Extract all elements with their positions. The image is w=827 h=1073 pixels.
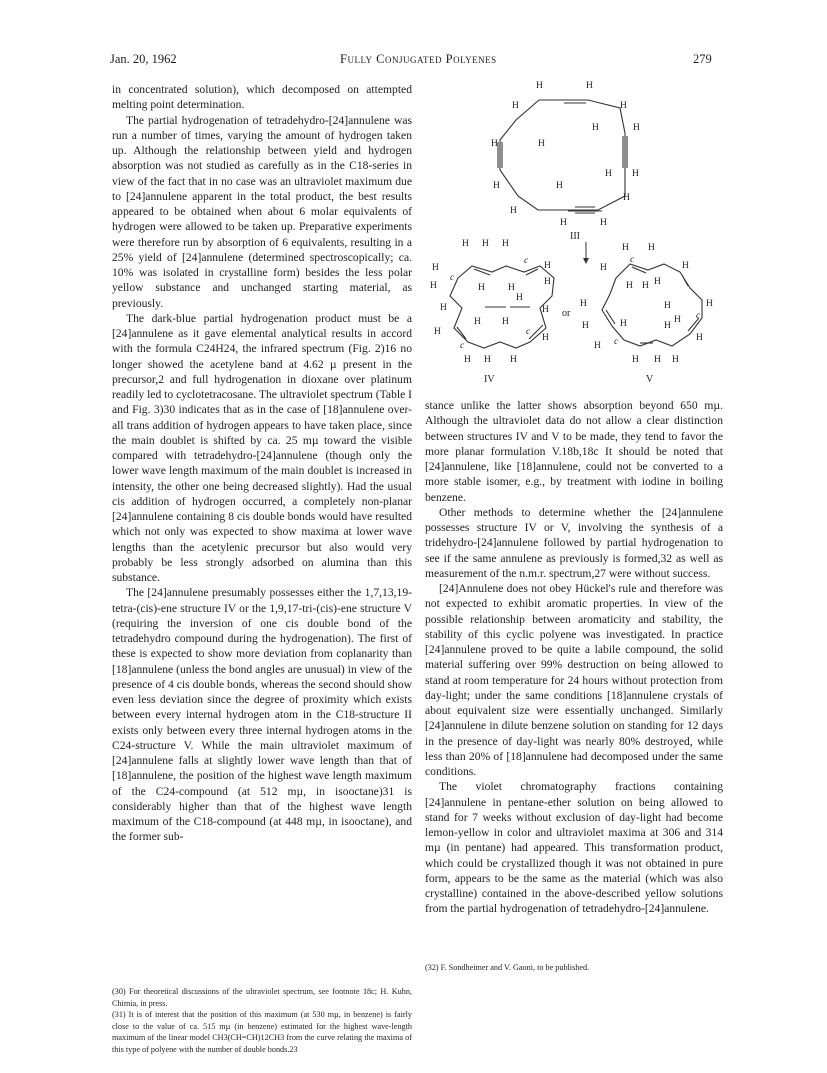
paragraph: The partial hydrogenation of tetradehydro-[24]annulene was run a number of times, varying the amount of hydrogen taken up. Although the relationship between yield and hydrogen absorption was not studied as carefully as in the C18-series in view of the fact that in no case was an ultraviolet maximum due to [24]annulene apparent in the total product, the best results appeared to be obtained when about 6 molar equivalents of hydrogen were allowed to be taken up. Preparative experiments were therefore run by absorption of 6 equivalents, resulting in a 25% yield of [24]annulene (determined spectroscopically; ca. 10% was isolated in crystalline form) besides the less polar yellow substance and unchanged starting material, as previously. [112,113,412,310]
atom-label: H [491,139,498,149]
atom-label: H [664,301,671,311]
atom-label: H [510,355,517,365]
compound-label-iv: IV [484,374,495,385]
paragraph: stance unlike the latter shows absorption beyond 650 mµ. Although the ultraviolet data do not allow a clear distinction between structures IV and V to be made, they tend to favor the more planar formulation V.18b,18c It should be noted that [24]annulene, like [18]annulene, could not be converted to a more stable isomer, e.g., by treatment with iodine in boiling benzene. [425,399,723,504]
atom-label: H [626,281,633,291]
atom-label: H [620,101,627,111]
atom-label: H [594,341,601,351]
footnote: (31) It is of interest that the position of this maximum (at 530 mµ, in benzene) is fairly close to the value of ca. 515 mµ (in benzene) estimated for the highest wave-length maximum of the linear model CH3(CH=CH)12CH3 from the curve relating the maxima of this type of polyene with the number of double bonds.23 [112,1010,412,1054]
atom-label: H [654,355,661,365]
atom-label: H [544,277,551,287]
atom-label: H [580,299,587,309]
atom-label: H [542,305,549,315]
atom-label: H [502,239,509,249]
cis-marker: c [630,255,635,265]
compound-label-iii: III [570,231,580,242]
atom-label: H [706,299,713,309]
atom-label: H [696,333,703,343]
atom-label: H [502,317,509,327]
paragraph: The violet chromatography fractions containing [24]annulene in pentane-ether solution on being allowed to stand for 7 weeks without exclusion of day-light had become lemon-yellow in color and ultraviolet maxima at 306 and 314 mµ (in pentane) had appeared. This transformation product, which could be crystallized though it was not obtained in pure form, appears to be the same as the material (which was also crystalline) contained in the above-described yellow solutions from the partial hydrogenation of tetradehydro-[24]annulene. [425,780,723,916]
atom-label: H [484,355,491,365]
atom-label: H [605,169,612,179]
atom-label: H [620,319,627,329]
cis-marker: c [460,341,465,351]
page-number: 279 [693,52,712,66]
paragraph: The [24]annulene presumably possesses either the 1,7,13,19-tetra-(cis)-ene structure IV or the 1,9,17-tri-(cis)-ene structure V (requiring the inversion of one cis double bond of the tetradehydro compound during the hydrogenation). The first of these is expected to show more deviation from coplanarity than [18]annulene (unless the bond angles are unusual) in view of the presence of 4 cis double bonds, whereas the second should show even less deviation since the degree of proximity which exists between every internal hydrogen atom in the C18-structure II exists only between every three internal hydrogen atoms in the C24-structure V. While the main ultraviolet maximum of [24]annulene falls at slightly lower wave length than that of [18]annulene, the position of the highest wave length maximum of the C24-compound (at 512 mµ, in isooctane)31 is considerably higher than that of the highest wave length maximum of the C18-compound (at 448 mµ, in isooctane), and the former sub- [112,586,412,844]
atom-label: H [632,355,639,365]
atom-label: H [440,303,447,313]
atom-label: H [648,243,655,253]
paragraph: in concentrated solution), which decomposed on attempted melting point determination. [112,83,412,112]
atom-label: H [632,169,639,179]
compound-label-v: V [646,374,654,385]
structure-figure [420,78,740,396]
atom-label: H [642,281,649,291]
atom-label: H [493,181,500,191]
left-text-column [112,82,412,845]
atom-label: H [622,243,629,253]
atom-label: H [623,193,630,203]
atom-label: H [510,206,517,216]
arrow-head [583,258,589,264]
atom-label: H [560,218,567,228]
right-footnotes [425,962,723,974]
structure-iii-ring [498,100,627,213]
footnote: (30) For theoretical discussions of the ultraviolet spectrum, see footnote 18c; H. Kuhn, Chimia, in press. [112,987,412,1008]
atom-label: H [682,261,689,271]
atom-label: H [538,139,545,149]
atom-label: H [474,317,481,327]
atom-label: H [582,321,589,331]
atom-label: H [434,327,441,337]
atom-label: H [672,355,679,365]
cis-marker: c [524,256,529,266]
paragraph: The dark-blue partial hydrogenation product must be a [24]annulene as it gave elemental analytical results in accord with the formula C24H24, the infrared spectrum (Fig. 2)16 no longer showed the acetylene band at 4.62 µ present in the precursor,2 and full hydrogenation in dioxane over platinum readily led to cyclotetracosane. The ultraviolet spectrum (Table I and Fig. 3)30 indicates that as in the case of [18]annulene over-all trans addition of hydrogen appears to have taken place, since the main doublet is shifted by ca. 25 mµ toward the visible compared with tetradehydro-[24]annulene (though only the lower wave length maximum of the main doublet is increased in intensity, the other one being decreased slightly). Had the usual cis addition of hydrogen occurred, a completely non-planar [24]annulene containing 8 cis double bonds would have resulted which not only was expected to show maxima at lower wave lengths than the acetylenic precursor but also would very probably be less strongly adsorbed on alumina than this substance. [112,311,412,584]
atom-label: H [536,81,543,91]
or-text: or [562,308,571,319]
structure-v-labels [580,243,713,365]
atom-label: H [516,293,523,303]
atom-label: H [542,333,549,343]
atom-label: H [464,355,471,365]
structure-v-ring [602,264,702,346]
right-text-column [425,398,723,917]
cis-marker: c [696,311,701,321]
atom-label: H [432,263,439,273]
atom-label: H [600,263,607,273]
cis-marker: c [450,273,455,283]
cis-marker: c [614,337,619,347]
atom-label: H [512,101,519,111]
running-header-date: Jan. 20, 1962 [110,52,177,66]
paragraph: Other methods to determine whether the [24]annulene possesses structure IV or V, involving the synthesis of a tridehydro-[24]annulene followed by partial hydrogenation to see if the same annulene as previously is formed,32 as well as measurement of the n.m.r. spectrum,27 were without success. [425,505,723,580]
atom-label: H [674,315,681,325]
atom-label: H [600,218,607,228]
atom-label: H [430,281,437,291]
atom-label: H [633,123,640,133]
running-header-title: Fully Conjugated Polyenes [340,52,497,66]
atom-label: H [478,283,485,293]
atom-label: H [508,283,515,293]
atom-label: H [462,239,469,249]
atom-label: H [654,277,661,287]
atom-label: H [556,181,563,191]
structure-iv-ring [450,266,554,348]
paragraph: [24]Annulene does not obey Hückel's rule and therefore was not expected to exhibit aromatic properties. In view of the possible relationship between aromaticity and stability, the stability of this cyclic polyene was investigated. In practice [24]annulene proved to be quite a labile compound, the solid material suffering over 99% destruction on being allowed to stand at room temperature for 24 hours without protection from day-light; under the same conditions [18]annulene crystals of about equivalent size were essentially unchanged. Similarly [24]annulene in dilute benzene solution on standing for 12 days in the presence of day-light was nearly 80% destroyed, while less than 20% of [18]annulene had decomposed under the same conditions. [425,582,723,778]
atom-label: H [664,321,671,331]
atom-label: H [586,81,593,91]
atom-label: H [592,123,599,133]
atom-label: H [482,239,489,249]
left-footnotes [112,986,412,1055]
atom-label: H [544,261,551,271]
footnote: (32) F. Sondheimer and V. Gaoni, to be published. [425,963,590,972]
cis-marker: c [526,327,531,337]
